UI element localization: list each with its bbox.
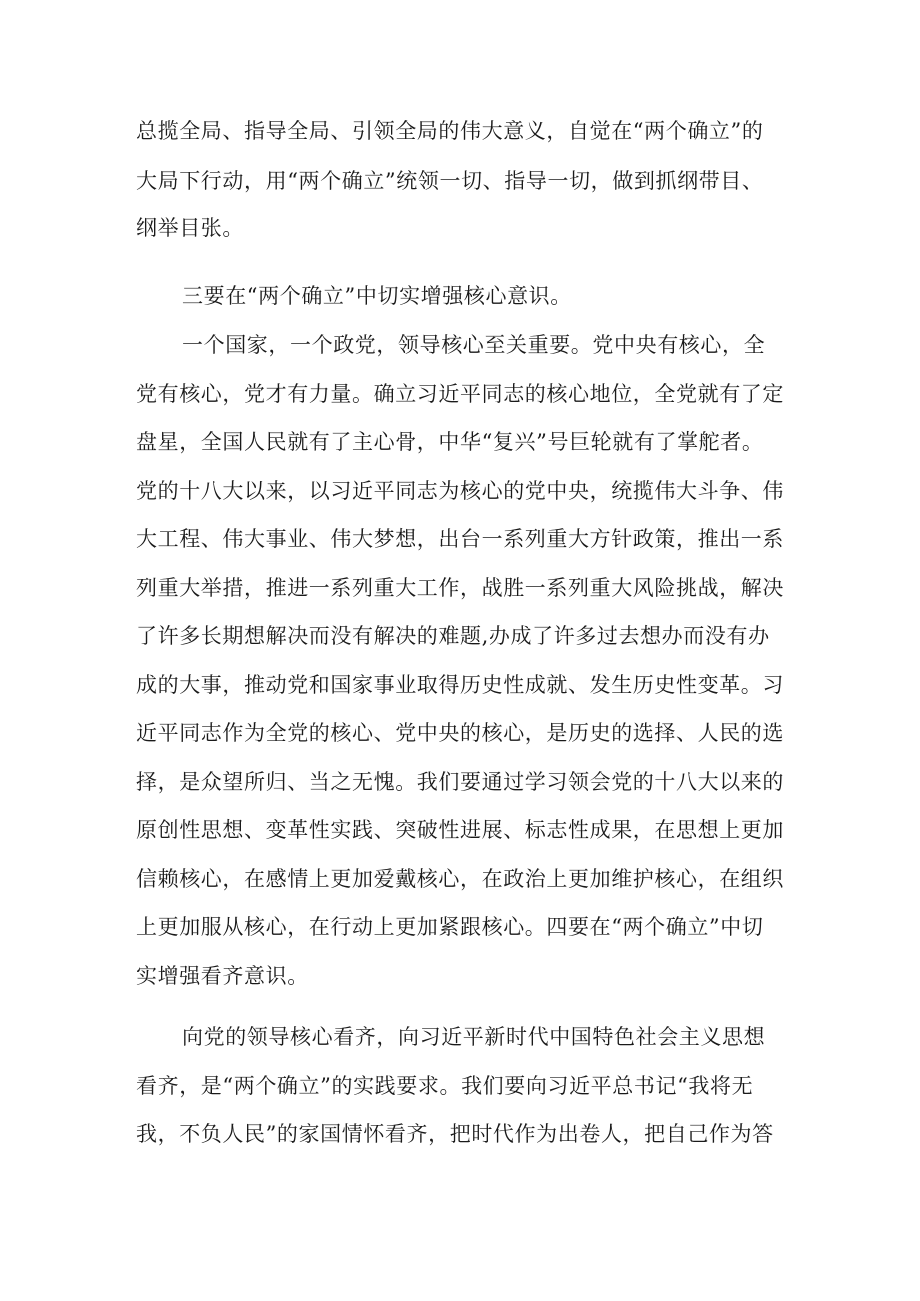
paragraph-2-line-3: 盘星，全国人民就有了主心骨，中华“复兴”号巨轮就有了掌舵者。 xyxy=(136,430,764,454)
paragraph-2-line-12: 信赖核心，在感情上更加爱戴核心，在政治上更加维护核心，在组织 xyxy=(136,867,784,891)
paragraph-3-line-3: 我，不负人民”的家国情怀看齐，把时代作为出卷人，把自己作为答 xyxy=(136,1122,774,1146)
paragraph-2-line-5: 大工程、伟大事业、伟大梦想，出台一系列重大方针政策，推出一系 xyxy=(136,527,784,551)
paragraph-2-line-2: 党有核心，党才有力量。确立习近平同志的核心地位，全党就有了定 xyxy=(136,382,784,406)
paragraph-2-line-11: 原创性思想、变革性实践、突破性进展、标志性成果，在思想上更加 xyxy=(136,818,784,842)
paragraph-1-line-3: 纲举目张。 xyxy=(136,216,244,240)
paragraph-2-line-8: 成的大事，推动党和国家事业取得历史性成就、发生历史性变革。习 xyxy=(136,673,784,697)
paragraph-1-line-2: 大局下行动，用“两个确立”统领一切、指导一切，做到抓纲带目、 xyxy=(136,169,764,193)
paragraph-2-line-14: 实增强看齐意识。 xyxy=(136,964,309,988)
paragraph-2-line-6: 列重大举措，推进一系列重大工作，战胜一系列重大风险挑战，解决 xyxy=(136,576,784,600)
paragraph-2-line-7: 了许多长期想解决而没有解决的难题,办成了许多过去想办而没有办 xyxy=(136,624,770,648)
paragraph-2-line-1: 一个国家，一个政党，领导核心至关重要。党中央有核心，全 xyxy=(182,333,766,357)
paragraph-2-line-13: 上更加服从核心，在行动上更加紧跟核心。四要在“两个确立”中切 xyxy=(136,915,764,939)
paragraph-2-line-10: 择，是众望所归、当之无愧。我们要通过学习领会党的十八大以来的 xyxy=(136,770,784,794)
paragraph-1-line-1: 总揽全局、指导全局、引领全局的伟大意义，自觉在“两个确立”的 xyxy=(136,119,764,143)
paragraph-3-line-1: 向党的领导核心看齐，向习近平新时代中国特色社会主义思想 xyxy=(182,1025,766,1049)
section-heading-3: 三要在“两个确立”中切实增强核心意识。 xyxy=(182,284,572,308)
paragraph-3-line-2: 看齐，是“两个确立”的实践要求。我们要向习近平总书记“我将无 xyxy=(136,1074,754,1098)
paragraph-2-line-9: 近平同志作为全党的核心、党中央的核心，是历史的选择、人民的选 xyxy=(136,721,784,745)
paragraph-2-line-4: 党的十八大以来，以习近平同志为核心的党中央，统揽伟大斗争、伟 xyxy=(136,479,784,503)
